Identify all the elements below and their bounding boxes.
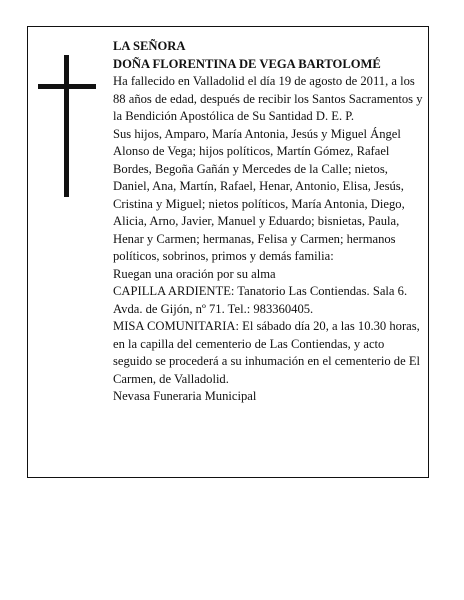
cross-vertical-bar <box>64 55 69 197</box>
latin-cross-icon <box>38 55 96 197</box>
mass-info: MISA COMUNITARIA: El sábado día 20, a las 10.30 horas, en la capilla del cementerio de Las Contiendas, y acto seguido se procederá a su inhumación en el cementerio de El Carmen, de Valladolid. <box>113 319 421 386</box>
prayer-request: Ruegan una oración por su alma <box>113 266 276 281</box>
chapel-info: CAPILLA ARDIENTE: Tanatorio Las Contiendas. Sala 6. Avda. de Gijón, nº 71. Tel.: 983360405. <box>113 284 408 316</box>
death-announcement: Ha fallecido en Valladolid el día 19 de agosto de 2011, a los 88 años de edad, después de recibir los Santos Sacramentos y la Bendición Apostólica de Su Santidad D. E. P. <box>113 74 423 123</box>
title-honorific: LA SEÑORA <box>113 39 186 53</box>
funeral-home: Nevasa Funeraria Municipal <box>113 389 257 403</box>
cross-horizontal-bar <box>38 84 96 89</box>
family-list: Sus hijos, Amparo, María Antonia, Jesús y Miguel Ángel Alonso de Vega; hijos políticos, Martín Gómez, Rafael Bordes, Begoña Gañán y Mercedes de la Calle; nietos, Daniel, Ana, Martín, Rafael, Henar, Antonio, Elisa, Jesús, Cristina y Miguel; nietos políticos, María Antonia, Diego, Alicia, Arno, Javier, Manuel y Eduardo; bisnietas, Paula, Henar y Carmen; hermanas, Felisa y Carmen; hermanos políticos, sobrinos, primos y demás familia: <box>113 126 405 263</box>
obituary-text <box>113 38 423 406</box>
deceased-name: DOÑA FLORENTINA DE VEGA BARTOLOMÉ <box>113 56 381 71</box>
